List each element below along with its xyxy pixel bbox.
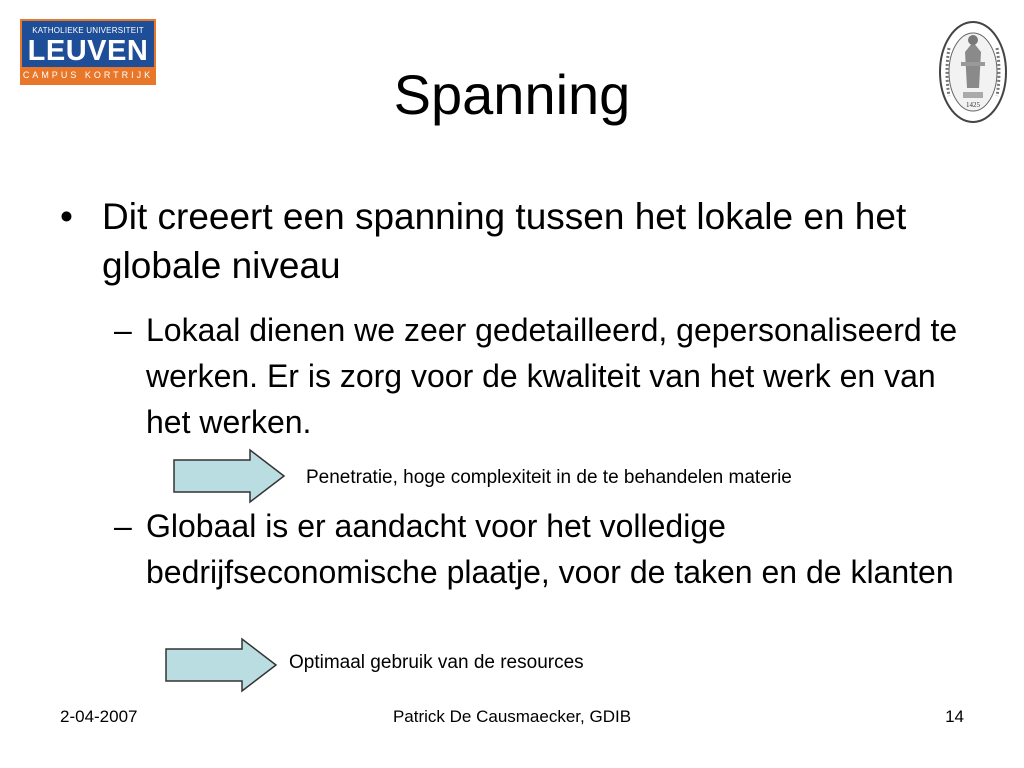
bullet-marker: •: [60, 196, 73, 237]
arrow-note-local: Penetratie, hoge complexiteit in de te behandelen materie: [306, 467, 792, 488]
footer-date: 2-04-2007: [60, 707, 138, 726]
sub-bullet-text: Globaal is er aandacht voor het volledige bedrijfseconomische plaatje, voor de taken en de klanten: [146, 508, 954, 590]
sub-bullet-dash: –: [114, 312, 132, 348]
slide-title: Spanning: [393, 63, 631, 126]
right-arrow-icon: [172, 448, 288, 509]
logo-line-1: KATHOLIEKE UNIVERSITEIT: [32, 26, 144, 35]
svg-text:1425: 1425: [966, 101, 980, 109]
sub-bullet-dash: –: [114, 508, 132, 544]
logo-line-2: LEUVEN: [27, 35, 149, 67]
footer-author: Patrick De Causmaecker, GDIB: [392, 707, 632, 726]
main-bullet-text: Dit creeert een spanning tussen het lokale en het globale niveau: [102, 196, 907, 286]
logo-line-3: CAMPUS KORTRIJK: [22, 67, 154, 83]
footer-page-number: 14: [945, 707, 964, 726]
sub-bullet-text: Lokaal dienen we zeer gedetailleerd, gepersonaliseerd te werken. Er is zorg voor de kwaliteit van het werk en van het werken.: [146, 312, 958, 440]
arrow-note-global: Optimaal gebruik van de resources: [289, 652, 584, 673]
right-arrow-icon: [164, 637, 280, 698]
